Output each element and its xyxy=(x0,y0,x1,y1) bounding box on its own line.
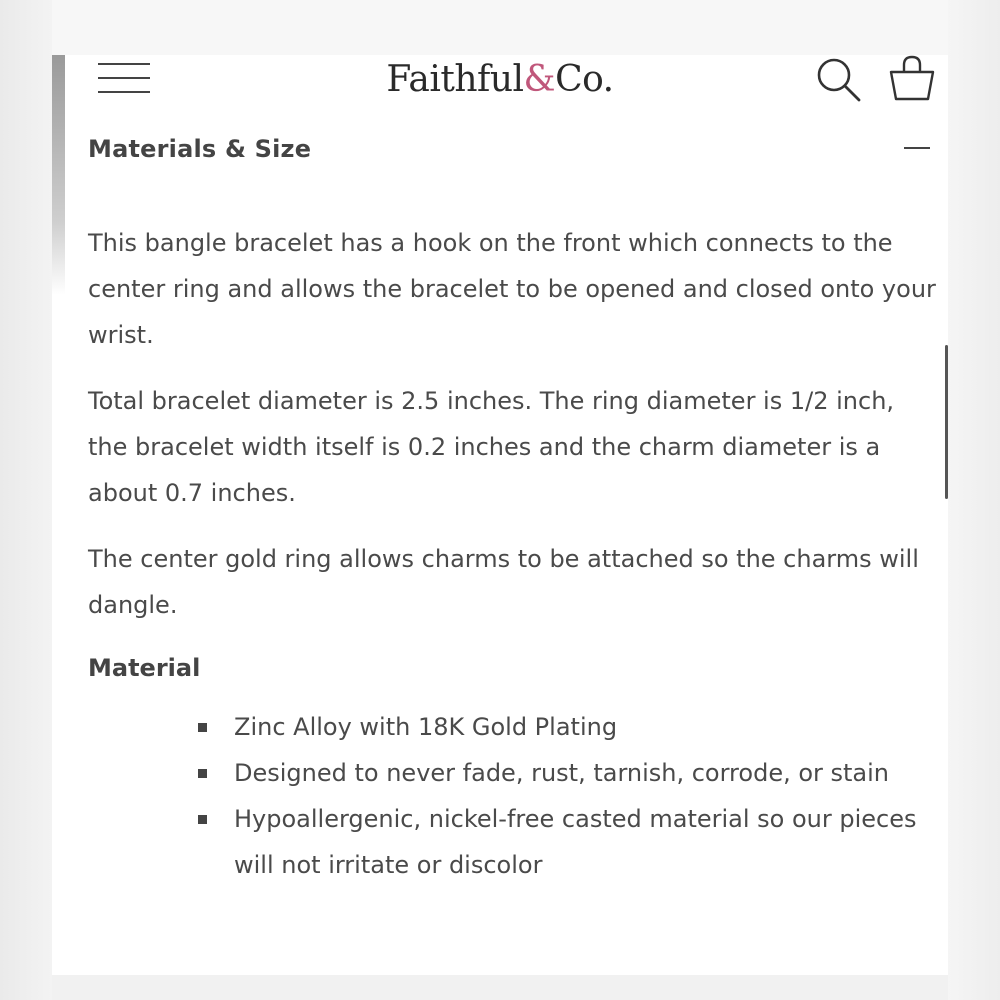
description-paragraph-3: The center gold ring allows charms to be attached so the charms will dangle. xyxy=(88,545,919,619)
search-icon[interactable] xyxy=(814,55,864,105)
bullet-icon xyxy=(198,769,207,778)
site-header xyxy=(52,55,948,117)
list-item xyxy=(234,750,938,796)
top-background xyxy=(52,0,948,55)
list-item-text: Designed to never fade, rust, tarnish, corrode, or stain xyxy=(234,759,890,787)
bullet-icon xyxy=(198,723,207,732)
section-title[interactable]: Materials & Size xyxy=(88,135,312,163)
material-list xyxy=(88,704,938,888)
logo-ampersand: & xyxy=(523,59,556,100)
bullet-icon xyxy=(198,815,207,824)
list-item xyxy=(234,796,938,888)
section-content xyxy=(88,220,938,888)
right-background xyxy=(948,0,1000,1000)
description-paragraph-1: This bangle bracelet has a hook on the front which connects to the center ring and allows the bracelet to be opened and closed onto your wrist. xyxy=(88,229,936,349)
list-item-text: Hypoallergenic, nickel-free casted material so our pieces will not irritate or discolor xyxy=(234,805,917,879)
collapse-icon[interactable] xyxy=(904,135,930,161)
description-paragraph-2: Total bracelet diameter is 2.5 inches. The ring diameter is 1/2 inch, the bracelet width itself is 0.2 inches and the charm diameter is a about 0.7 inches. xyxy=(88,387,895,507)
list-item-text: Zinc Alloy with 18K Gold Plating xyxy=(234,713,618,741)
scrollbar[interactable] xyxy=(945,345,948,499)
left-background xyxy=(0,0,52,1000)
logo-text-co: Co. xyxy=(555,59,614,100)
material-heading: Material xyxy=(88,654,201,682)
logo-text-faithful: Faithful xyxy=(386,59,524,100)
shopping-bag-icon[interactable] xyxy=(887,55,937,105)
list-item xyxy=(234,704,938,750)
product-details-card xyxy=(52,55,948,975)
